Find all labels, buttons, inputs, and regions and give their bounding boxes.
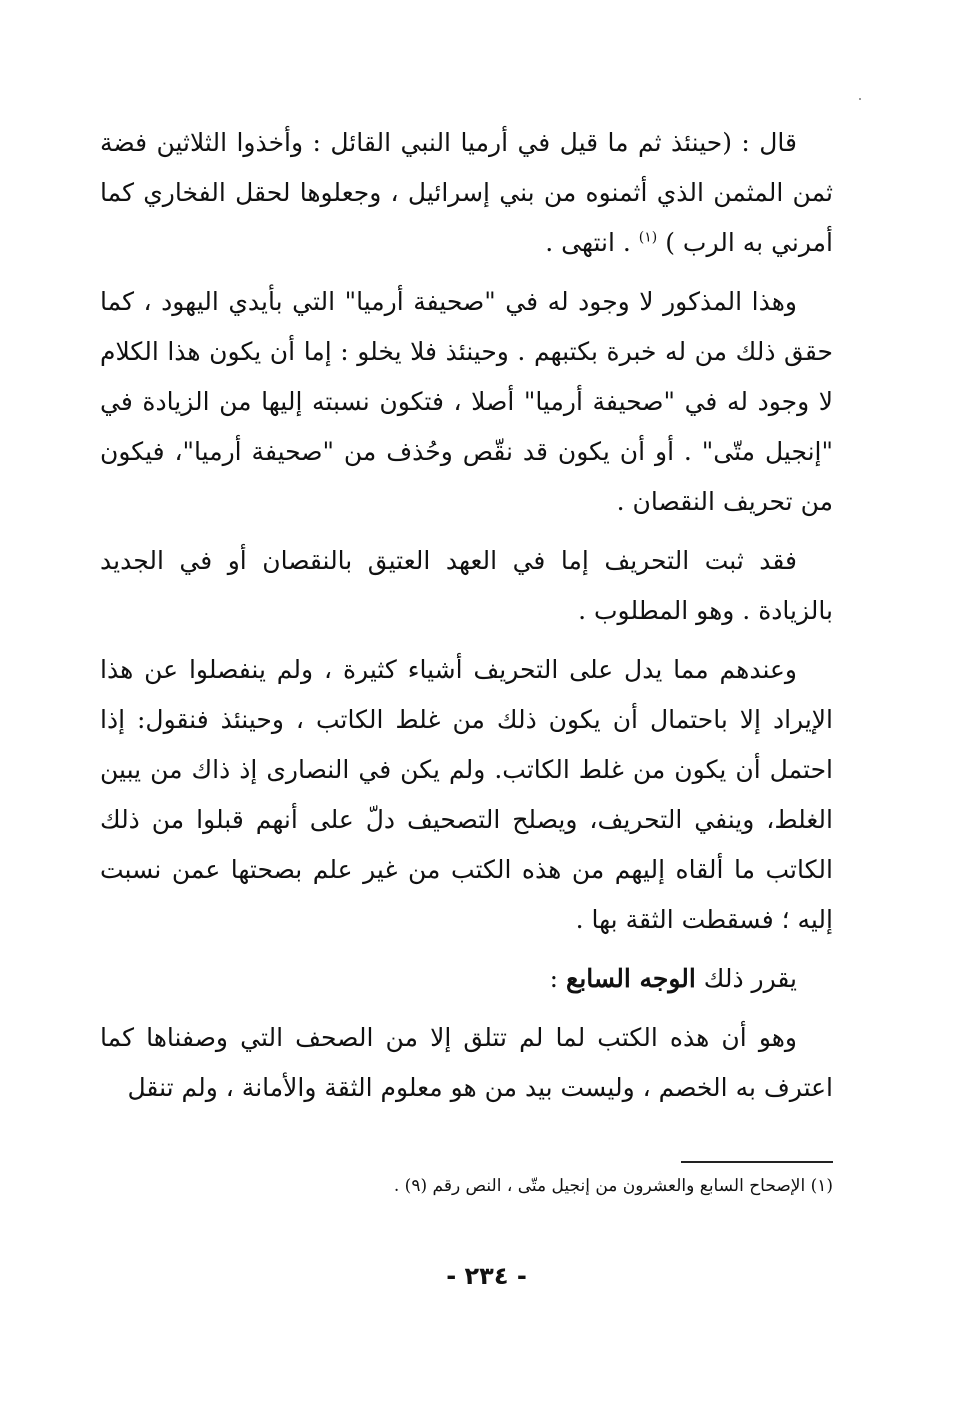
paragraph-5-heading (100, 954, 833, 1004)
paragraph-2: وهذا المذكور لا وجود له في "صحيفة أرميا" التي بأيدي اليهود ، كما حقق ذلك من له خبرة بكتبهم . وحينئذ فلا يخلو : إما أن يكون هذا الكلام لا وجود له في "صحيفة أرميا" أصلا ، فتكون نسبته إليها من الزيادة في "إنجيل متّى" . أو أن يكون قد نقّص وحُذف من "صحيفة أرميا"، فيكون من تحريف النقصان . (100, 287, 833, 516)
footnote-text: (١) الإصحاح السابع والعشرون من إنجيل متّى ، النص رقم (٩) . (393, 1176, 833, 1196)
heading-prefix: يقرر ذلك (695, 964, 797, 993)
paragraph-4: وعندهم مما يدل على التحريف أشياء كثيرة ، ولم ينفصلوا عن هذا الإيراد إلا باحتمال أن يكون ذلك من غلط الكاتب ، وحينئذ فنقول: إذا احتمل أن يكون من غلط الكاتب. ولم يكن في النصارى إذ ذاك من يبين الغلط، وينفي التحريف، ويصلح التصحيف دلّ على أنهم قبلوا من ذلك الكاتب ما ألقاه إليهم من هذه الكتب من غير علم بصحتها عمن نسبت إليه ؛ فسقطت الثقة بها . (100, 655, 833, 934)
heading-suffix: : (549, 964, 567, 993)
heading-bold-term: الوجه السابع (566, 964, 696, 993)
page-number: - ٢٣٤ - (446, 1262, 527, 1290)
footnote-marker[interactable]: (١) (638, 229, 658, 246)
main-text (100, 118, 833, 1122)
paragraph-6: وهو أن هذه الكتب لما لم تتلق إلا من الصحف التي وصفناها كما اعترف به الخصم ، وليست بيد من هو معلوم الثقة والأمانة ، ولم تنقل (100, 1023, 833, 1102)
footnote-divider (681, 1161, 833, 1163)
scan-speck (859, 98, 861, 100)
paragraph-1-tail: . انتهى . (545, 228, 639, 257)
paragraph-1 (100, 118, 833, 268)
paragraph-1-text: قال : (حينئذ ثم ما قيل في أرميا النبي القائل : وأخذوا الثلاثين فضة ثمن المثمن الذي أثمنوه من بني إسرائيل ، وجعلوها لحقل الفخاري كما أمرني به الرب ) (100, 128, 833, 257)
paragraph-3: فقد ثبت التحريف إما في العهد العتيق بالنقصان أو في الجديد بالزيادة . وهو المطلوب . (100, 546, 833, 625)
